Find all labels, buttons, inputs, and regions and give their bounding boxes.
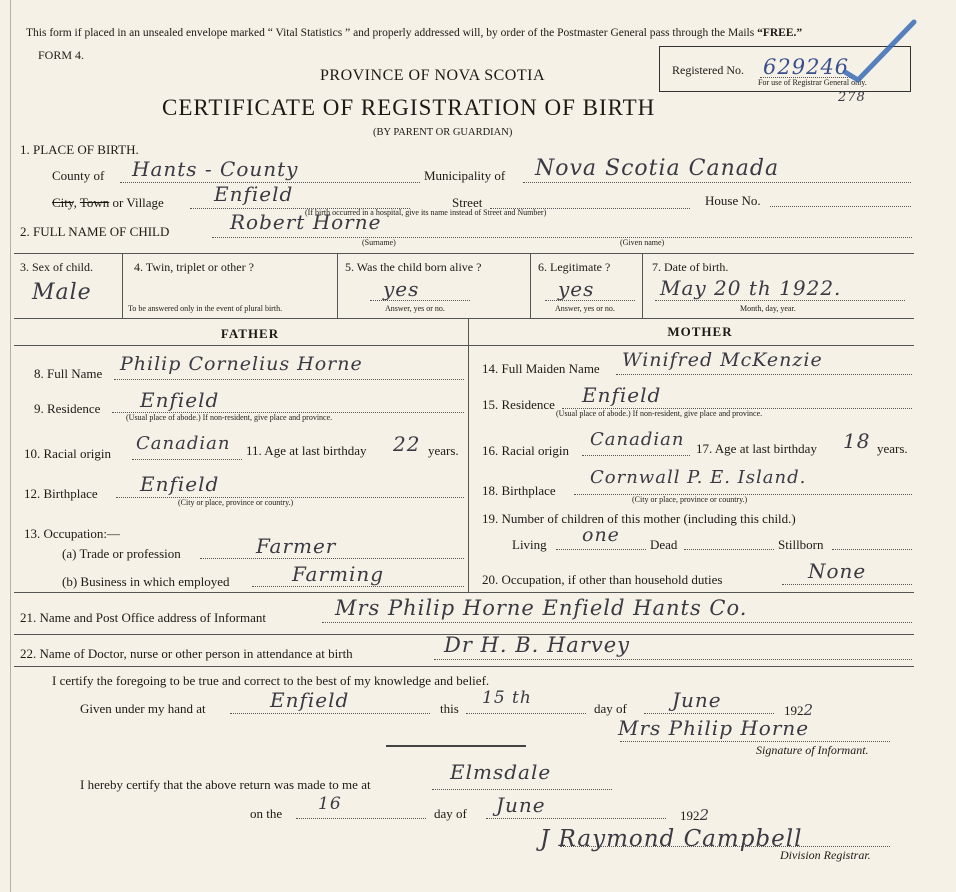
separator-rule: [386, 745, 526, 747]
stamp-number: 278: [838, 90, 866, 105]
informant-rule: [14, 592, 914, 593]
county-value: Hants - County: [132, 157, 299, 181]
given-month-line: [644, 713, 774, 714]
stillborn-label: Stillborn: [778, 537, 824, 552]
mother-racial-value: Canadian: [590, 429, 685, 450]
form-number: FORM 4.: [38, 48, 85, 62]
alive-line: [370, 300, 470, 301]
dob-label: 7. Date of birth.: [652, 260, 729, 274]
informant-sig-label: Signature of Informant.: [756, 743, 869, 757]
dob-line: [655, 300, 905, 301]
row-divider-1: [122, 253, 123, 318]
registrar-year-label: [680, 806, 710, 824]
mother-occupation-line: [782, 584, 912, 585]
sex-label: 3. Sex of child.: [20, 260, 93, 274]
legit-value: yes: [558, 277, 595, 301]
blue-check-icon: [840, 14, 920, 84]
twin-label: 4. Twin, triplet or other ?: [134, 260, 254, 274]
house-line: [770, 206, 911, 207]
mother-years: years.: [877, 441, 908, 456]
mother-racial-label: 16. Racial origin: [482, 443, 570, 458]
father-age-label: 11. Age at last birthday: [246, 443, 367, 458]
dob-value: May 20 th 1922.: [660, 276, 842, 300]
certify-rule: [14, 666, 914, 667]
notice-text: This form if placed in an unsealed envelope marked “ Vital Statistics ” and properly addressed will, by order of the Postmaster General pass through the Mails: [26, 27, 758, 39]
free-label: “FREE.”: [757, 27, 803, 39]
trade-label: (a) Trade or profession: [62, 546, 181, 561]
registrar-place-line: [432, 789, 612, 790]
father-heading: FATHER: [220, 326, 280, 341]
row-divider-2: [337, 253, 338, 318]
given-day-line: [466, 713, 586, 714]
children-label: 19. Number of children of this mother (including this child.): [482, 511, 796, 526]
given-year-suffix: 2: [803, 701, 815, 719]
municipality-line: [523, 182, 911, 183]
surname-note: (Surname): [362, 238, 396, 247]
center-divider: [468, 318, 469, 592]
informant-signature: Mrs Philip Horne: [618, 716, 810, 740]
child-name-value: Robert Horne: [230, 210, 382, 234]
paper-edge: [10, 0, 11, 892]
row-divider-3: [530, 253, 531, 318]
trade-line: [200, 558, 464, 559]
registrar-month-value: June: [496, 793, 546, 817]
page-title: CERTIFICATE OF REGISTRATION OF BIRTH: [162, 95, 656, 120]
province-heading: PROVINCE OF NOVA SCOTIA: [320, 67, 546, 84]
mother-occupation-label: 20. Occupation, if other than household duties: [482, 572, 723, 587]
registrar-sig-line: [560, 846, 890, 847]
registrar-day-of-label: day of: [434, 806, 467, 821]
alive-label: 5. Was the child born alive ?: [345, 260, 482, 274]
father-birthplace-value: Enfield: [140, 472, 220, 496]
mother-birthplace-value: Cornwall P. E. Island.: [590, 467, 807, 488]
registered-label: Registered No.: [672, 63, 744, 77]
registrar-sig-label: Division Registrar.: [780, 848, 871, 862]
registrar-year-suffix: 2: [699, 806, 711, 824]
on-the-label: on the: [250, 806, 283, 821]
registered-number: 629246: [763, 55, 850, 79]
given-place-line: [230, 713, 430, 714]
father-name-line: [114, 379, 464, 380]
father-name-value: Philip Cornelius Horne: [120, 353, 363, 375]
place-of-birth-heading: 1. PLACE OF BIRTH.: [20, 142, 139, 157]
father-years: years.: [428, 443, 459, 458]
informant-line: [322, 622, 912, 623]
doctor-line: [434, 659, 912, 660]
legit-note: Answer, yes or no.: [555, 304, 615, 313]
father-name-label: 8. Full Name: [34, 366, 103, 381]
registrar-day-value: 16: [318, 794, 342, 814]
row-rule-top: [14, 253, 914, 254]
sex-value: Male: [32, 280, 92, 305]
stillborn-line: [832, 549, 912, 550]
trade-value: Farmer: [256, 534, 337, 558]
business-line: [252, 586, 464, 587]
business-label: (b) Business in which employed: [62, 574, 230, 589]
given-label: Given under my hand at: [80, 701, 206, 716]
municipality-label: Municipality of: [424, 168, 506, 183]
page-subtitle: (BY PARENT OR GUARDIAN): [373, 127, 513, 138]
registrar-text: I hereby certify that the above return was made to me at: [80, 777, 371, 792]
village-label: or Village: [112, 195, 164, 210]
alive-note: Answer, yes or no.: [385, 304, 445, 313]
father-residence-note: (Usual place of abode.) If non-resident, give place and province.: [126, 413, 333, 422]
father-residence-value: Enfield: [140, 388, 220, 412]
row-divider-4: [642, 253, 643, 318]
dead-line: [684, 549, 774, 550]
mother-birthplace-note: (City or place, province or country.): [632, 495, 748, 504]
doctor-label: 22. Name of Doctor, nurse or other person in attendance at birth: [20, 646, 353, 661]
mother-occupation-value: None: [808, 559, 867, 583]
dob-note: Month, day, year.: [740, 304, 796, 313]
registrar-month-line: [486, 818, 666, 819]
town-struck: Town: [79, 195, 110, 210]
this-label: this: [440, 701, 459, 716]
dead-label: Dead: [650, 537, 678, 552]
city-town-village-label: City, Town or Village: [52, 195, 164, 210]
registrar-year-prefix: 192: [680, 808, 700, 823]
mother-residence-note: (Usual place of abode.) If non-resident, give place and province.: [556, 409, 763, 418]
given-day-of-label: day of: [594, 701, 627, 716]
city-struck: City: [52, 195, 74, 210]
hospital-note: (If birth occurred in a hospital, give its name instead of Street and Number): [305, 208, 547, 217]
child-name-line: [212, 237, 912, 238]
informant-sig-line: [620, 741, 890, 742]
heading-rule: [14, 345, 914, 346]
registrar-note: For use of Registrar General only.: [758, 78, 867, 87]
informant-label: 21. Name and Post Office address of Informant: [20, 610, 266, 625]
county-label: County of: [52, 168, 105, 183]
living-line: [556, 549, 646, 550]
business-value: Farming: [292, 562, 385, 586]
legit-label: 6. Legitimate ?: [538, 260, 611, 274]
living-value: one: [582, 524, 620, 546]
street-label: Street: [452, 195, 483, 210]
certify-text: I certify the foregoing to be true and correct to the best of my knowledge and belief.: [52, 673, 490, 688]
mother-residence-label: 15. Residence: [482, 397, 555, 412]
registrar-day-line: [296, 818, 426, 819]
row-rule-bottom: [14, 318, 914, 319]
given-day-value: 15 th: [482, 688, 532, 708]
given-note: (Given name): [620, 238, 665, 247]
alive-value: yes: [383, 277, 420, 301]
child-name-label: 2. FULL NAME OF CHILD: [20, 224, 170, 239]
twin-note: To be answered only in the event of plural birth.: [128, 304, 283, 313]
doctor-value: Dr H. B. Harvey: [444, 633, 631, 657]
living-label: Living: [512, 537, 547, 552]
given-month-value: June: [672, 688, 722, 712]
municipality-value: Nova Scotia Canada: [535, 156, 780, 181]
village-value: Enfield: [214, 182, 294, 206]
house-label: House No.: [705, 193, 761, 208]
mother-birthplace-label: 18. Birthplace: [482, 483, 556, 498]
mother-residence-value: Enfield: [582, 383, 662, 407]
father-racial-value: Canadian: [136, 433, 231, 454]
mother-age-value: 18: [843, 429, 871, 453]
mother-racial-line: [582, 455, 690, 456]
occupation-label: 13. Occupation:—: [24, 526, 121, 541]
mother-name-line: [616, 374, 912, 375]
given-year-prefix: 192: [784, 703, 804, 718]
informant-value: Mrs Philip Horne Enfield Hants Co.: [335, 596, 748, 620]
father-birthplace-label: 12. Birthplace: [24, 486, 98, 501]
father-racial-label: 10. Racial origin: [24, 446, 112, 461]
registrar-place-value: Elmsdale: [450, 760, 552, 784]
father-residence-label: 9. Residence: [34, 401, 101, 416]
given-place-value: Enfield: [270, 688, 350, 712]
mother-name-label: 14. Full Maiden Name: [482, 361, 600, 376]
mother-name-value: Winifred McKenzie: [622, 349, 823, 371]
mailing-notice: [26, 27, 802, 39]
legit-line: [545, 300, 635, 301]
registrar-signature: J Raymond Campbell: [540, 826, 803, 852]
father-racial-line: [132, 459, 242, 460]
mother-heading: MOTHER: [667, 324, 733, 339]
mother-age-label: 17. Age at last birthday: [696, 441, 817, 456]
father-age-value: 22: [393, 432, 421, 456]
father-birthplace-note: (City or place, province or country.): [178, 498, 294, 507]
